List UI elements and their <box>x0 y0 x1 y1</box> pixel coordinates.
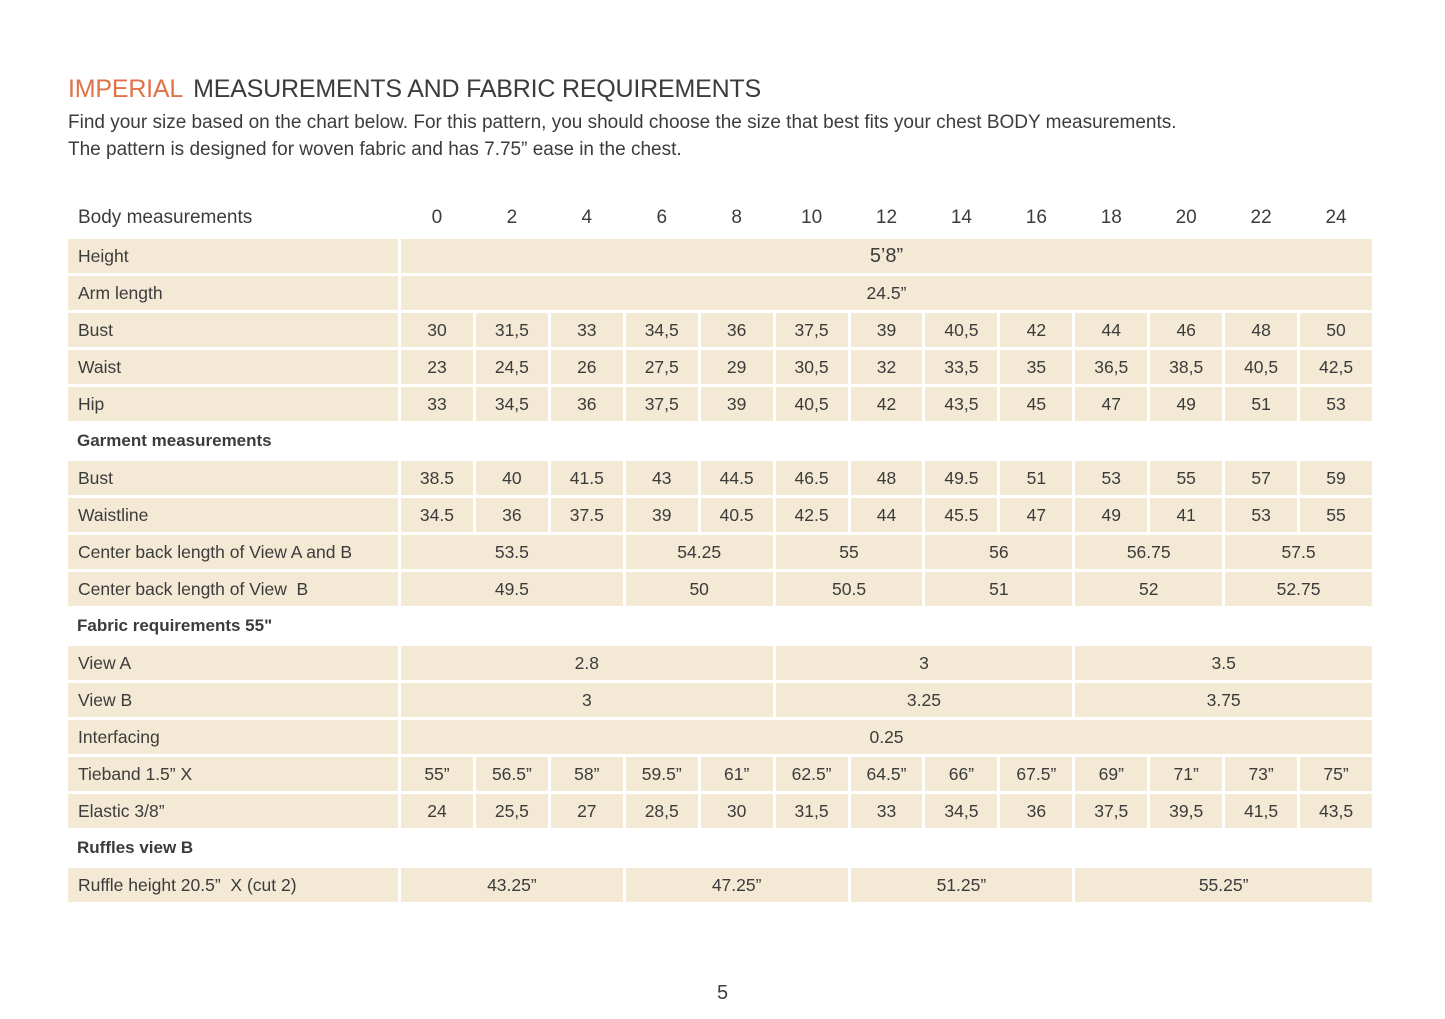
size-header: 22 <box>1250 207 1272 228</box>
value-cell: 44 <box>1075 313 1147 347</box>
value-cell: 47.25” <box>626 868 848 902</box>
intro-line-1: Find your size based on the chart below. For this pattern, you should choose the size that best fits your chest BODY measurements. <box>68 112 1177 133</box>
value-cell: 52 <box>1075 572 1222 606</box>
value-cell: 3.25 <box>776 683 1073 717</box>
value-cell: 43 <box>626 461 698 495</box>
value-cell: 37,5 <box>626 387 698 421</box>
table-row <box>68 313 1372 347</box>
value-cell: 66” <box>925 757 997 791</box>
value-cell: 0.25 <box>401 720 1372 754</box>
value-cell: 55 <box>1300 498 1372 532</box>
value-cell: 69” <box>1075 757 1147 791</box>
value-cell: 54.25 <box>626 535 773 569</box>
value-cell: 27 <box>551 794 623 828</box>
table-row <box>68 683 1372 717</box>
value-cell: 37,5 <box>1075 794 1147 828</box>
value-cell: 45.5 <box>925 498 997 532</box>
value-cell: 40,5 <box>925 313 997 347</box>
row-label: Tieband 1.5” X <box>68 757 398 791</box>
value-cell: 42.5 <box>776 498 848 532</box>
row-label: Center back length of View A and B <box>68 535 398 569</box>
value-cell: 40 <box>476 461 548 495</box>
value-cell: 43,5 <box>925 387 997 421</box>
value-cell: 38.5 <box>401 461 473 495</box>
row-label: Height <box>68 239 398 273</box>
table-row <box>68 720 1372 754</box>
value-cell: 41.5 <box>551 461 623 495</box>
value-cell: 62.5” <box>776 757 848 791</box>
size-header: 10 <box>801 207 823 228</box>
value-cell: 58” <box>551 757 623 791</box>
size-header: 4 <box>581 207 593 228</box>
section-row <box>68 831 1372 865</box>
size-header: 0 <box>431 207 443 228</box>
value-cell: 24.5” <box>401 276 1372 310</box>
value-cell: 51.25” <box>851 868 1073 902</box>
value-cell: 53 <box>1225 498 1297 532</box>
value-cell: 33 <box>551 313 623 347</box>
size-header: 12 <box>875 207 898 228</box>
row-label: View B <box>68 683 398 717</box>
value-cell: 2.8 <box>401 646 773 680</box>
page-title <box>68 74 1378 104</box>
value-cell: 30 <box>701 794 773 828</box>
value-cell: 56.5” <box>476 757 548 791</box>
value-cell: 59.5” <box>626 757 698 791</box>
value-cell: 64.5” <box>851 757 923 791</box>
value-cell: 42 <box>1000 313 1072 347</box>
row-label: Waist <box>68 350 398 384</box>
table-row <box>68 276 1372 310</box>
value-cell: 49 <box>1150 387 1222 421</box>
value-cell: 45 <box>1000 387 1072 421</box>
value-cell: 37.5 <box>551 498 623 532</box>
table-row <box>68 868 1372 902</box>
value-cell: 57 <box>1225 461 1297 495</box>
value-cell: 55.25” <box>1075 868 1372 902</box>
value-cell: 32 <box>851 350 923 384</box>
value-cell: 53 <box>1300 387 1372 421</box>
value-cell: 36 <box>1000 794 1072 828</box>
section-row <box>68 424 1372 458</box>
value-cell: 52.75 <box>1225 572 1372 606</box>
row-label: View A <box>68 646 398 680</box>
size-header: 6 <box>656 207 668 228</box>
value-cell: 41 <box>1150 498 1222 532</box>
row-label: Ruffle height 20.5” X (cut 2) <box>68 868 398 902</box>
value-cell: 36 <box>476 498 548 532</box>
value-cell: 36,5 <box>1075 350 1147 384</box>
value-cell: 51 <box>1000 461 1072 495</box>
value-cell: 56.75 <box>1075 535 1222 569</box>
section-header: Ruffles view B <box>77 838 194 857</box>
section-header: Garment measurements <box>77 431 272 450</box>
value-cell: 39 <box>701 387 773 421</box>
value-cell: 30,5 <box>776 350 848 384</box>
value-cell: 23 <box>401 350 473 384</box>
value-cell: 53 <box>1075 461 1147 495</box>
value-cell: 44 <box>851 498 923 532</box>
value-cell: 34,5 <box>476 387 548 421</box>
value-cell: 48 <box>1225 313 1297 347</box>
value-cell: 3.5 <box>1075 646 1372 680</box>
row-label: Arm length <box>68 276 398 310</box>
row-label: Interfacing <box>68 720 398 754</box>
table-row <box>68 387 1372 421</box>
value-cell: 30 <box>401 313 473 347</box>
value-cell: 55” <box>401 757 473 791</box>
size-header: 24 <box>1325 207 1347 228</box>
value-cell: 51 <box>925 572 1072 606</box>
table-corner-label: Body measurements <box>78 207 253 228</box>
value-cell: 67.5” <box>1000 757 1072 791</box>
value-cell: 5’8” <box>401 239 1372 273</box>
value-cell: 51 <box>1225 387 1297 421</box>
value-cell: 75” <box>1300 757 1372 791</box>
value-cell: 35 <box>1000 350 1072 384</box>
value-cell: 34,5 <box>626 313 698 347</box>
size-header: 18 <box>1100 207 1122 228</box>
value-cell: 40.5 <box>701 498 773 532</box>
size-header: 20 <box>1175 207 1197 228</box>
value-cell: 38,5 <box>1150 350 1222 384</box>
value-cell: 44.5 <box>701 461 773 495</box>
page-title-accent: IMPERIAL <box>68 75 184 103</box>
value-cell: 49.5 <box>401 572 623 606</box>
value-cell: 55 <box>1150 461 1222 495</box>
value-cell: 33,5 <box>925 350 997 384</box>
row-label: Hip <box>68 387 398 421</box>
table-row <box>68 572 1372 606</box>
value-cell: 3 <box>401 683 773 717</box>
size-header: 16 <box>1025 207 1047 228</box>
value-cell: 73” <box>1225 757 1297 791</box>
row-label: Center back length of View B <box>68 572 398 606</box>
value-cell: 34,5 <box>925 794 997 828</box>
value-cell: 33 <box>851 794 923 828</box>
value-cell: 39 <box>626 498 698 532</box>
value-cell: 29 <box>701 350 773 384</box>
value-cell: 49 <box>1075 498 1147 532</box>
value-cell: 49.5 <box>925 461 997 495</box>
value-cell: 28,5 <box>626 794 698 828</box>
value-cell: 50 <box>626 572 773 606</box>
page-number: 5 <box>716 982 729 1004</box>
size-header: 2 <box>506 207 518 228</box>
intro-paragraph <box>68 110 1378 163</box>
table-row <box>68 794 1372 828</box>
value-cell: 39,5 <box>1150 794 1222 828</box>
row-label: Bust <box>68 461 398 495</box>
value-cell: 50.5 <box>776 572 923 606</box>
value-cell: 24 <box>401 794 473 828</box>
value-cell: 36 <box>551 387 623 421</box>
value-cell: 50 <box>1300 313 1372 347</box>
value-cell: 43.25” <box>401 868 623 902</box>
value-cell: 40,5 <box>1225 350 1297 384</box>
value-cell: 36 <box>701 313 773 347</box>
table-row <box>68 350 1372 384</box>
value-cell: 42,5 <box>1300 350 1372 384</box>
value-cell: 47 <box>1000 498 1072 532</box>
value-cell: 37,5 <box>776 313 848 347</box>
table-header-row <box>68 200 1372 236</box>
table-row <box>68 535 1372 569</box>
value-cell: 46 <box>1150 313 1222 347</box>
value-cell: 34.5 <box>401 498 473 532</box>
table-row <box>68 239 1372 273</box>
value-cell: 3.75 <box>1075 683 1372 717</box>
size-header: 14 <box>950 207 972 228</box>
value-cell: 43,5 <box>1300 794 1372 828</box>
size-header: 8 <box>731 207 742 228</box>
value-cell: 3 <box>776 646 1073 680</box>
value-cell: 39 <box>851 313 923 347</box>
row-label: Waistline <box>68 498 398 532</box>
value-cell: 71” <box>1150 757 1222 791</box>
table-row <box>68 498 1372 532</box>
value-cell: 26 <box>551 350 623 384</box>
value-cell: 31,5 <box>476 313 548 347</box>
value-cell: 47 <box>1075 387 1147 421</box>
value-cell: 55 <box>776 535 923 569</box>
table-row <box>68 757 1372 791</box>
page-content <box>68 74 1378 905</box>
value-cell: 46.5 <box>776 461 848 495</box>
value-cell: 25,5 <box>476 794 548 828</box>
value-cell: 41,5 <box>1225 794 1297 828</box>
row-label: Elastic 3/8” <box>68 794 398 828</box>
value-cell: 40,5 <box>776 387 848 421</box>
value-cell: 61” <box>701 757 773 791</box>
value-cell: 24,5 <box>476 350 548 384</box>
value-cell: 53.5 <box>401 535 623 569</box>
value-cell: 57.5 <box>1225 535 1372 569</box>
intro-line-2: The pattern is designed for woven fabric and has 7.75” ease in the chest. <box>68 138 682 160</box>
value-cell: 59 <box>1300 461 1372 495</box>
value-cell: 27,5 <box>626 350 698 384</box>
section-row <box>68 609 1372 643</box>
value-cell: 48 <box>851 461 923 495</box>
value-cell: 56 <box>925 535 1072 569</box>
row-label: Bust <box>68 313 398 347</box>
table-row <box>68 646 1372 680</box>
value-cell: 42 <box>851 387 923 421</box>
table-row <box>68 461 1372 495</box>
measurement-table <box>65 197 1375 905</box>
value-cell: 31,5 <box>776 794 848 828</box>
page-title-rest: MEASUREMENTS AND FABRIC REQUIREMENTS <box>193 75 761 103</box>
section-header: Fabric requirements 55" <box>77 616 273 635</box>
value-cell: 33 <box>401 387 473 421</box>
